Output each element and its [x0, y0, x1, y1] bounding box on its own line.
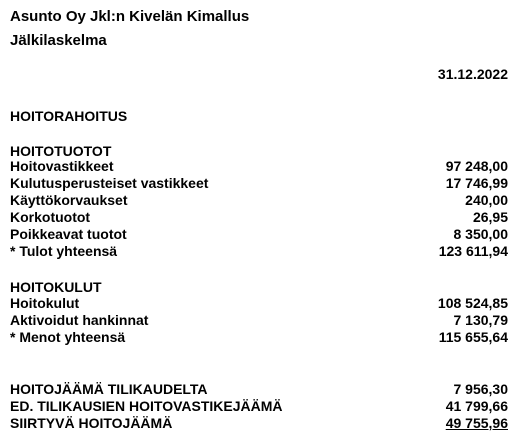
expense-row-hoitokulut: [10, 295, 508, 312]
income-row-poikkeavat: [10, 226, 508, 243]
row-value: 41 799,66: [445, 398, 508, 414]
summary-row-edelliset: [10, 398, 508, 415]
row-label: ED. TILIKAUSIEN HOITOVASTIKEJÄÄMÄ: [10, 398, 283, 414]
row-label: * Menot yhteensä: [10, 329, 126, 345]
row-value: 97 248,00: [445, 158, 508, 174]
income-row-hoitovastikkeet: [10, 158, 508, 175]
report-date: 31.12.2022: [437, 66, 508, 82]
row-value: 8 350,00: [453, 226, 508, 242]
expenses-title: HOITOKULUT: [10, 279, 102, 295]
row-label: Hoitovastikkeet: [10, 158, 114, 174]
row-label: HOITOJÄÄMÄ TILIKAUDELTA: [10, 381, 208, 397]
section-title: HOITORAHOITUS: [10, 108, 128, 124]
row-value: 7 130,79: [453, 312, 508, 328]
company-name: Asunto Oy Jkl:n Kivelän Kimallus: [10, 8, 250, 25]
row-value: 26,95: [472, 209, 508, 225]
row-label: Poikkeavat tuotot: [10, 226, 127, 242]
income-row-kulutusperusteiset: [10, 175, 508, 192]
row-value: 17 746,99: [445, 175, 508, 191]
expense-row-aktivoidut: [10, 312, 508, 329]
row-value: 49 755,96: [445, 415, 508, 431]
row-value: 123 611,94: [438, 243, 508, 259]
summary-row-siirtyva: [10, 415, 508, 432]
row-label: Aktivoidut hankinnat: [10, 312, 149, 328]
row-value: 108 524,85: [437, 295, 508, 311]
report-title: Jälkilaskelma: [10, 32, 107, 49]
row-value: 240,00: [465, 192, 508, 208]
row-label: Hoitokulut: [10, 295, 80, 311]
income-title: HOITOTUOTOT: [10, 143, 112, 159]
expense-total-row: [10, 329, 508, 346]
income-row-korkotuotot: [10, 209, 508, 226]
row-label: * Tulot yhteensä: [10, 243, 118, 259]
row-value: 7 956,30: [453, 381, 508, 397]
row-label: Korkotuotot: [10, 209, 91, 225]
row-label: SIIRTYVÄ HOITOJÄÄMÄ: [10, 415, 173, 431]
row-value: 115 655,64: [438, 329, 508, 345]
income-total-row: [10, 243, 508, 260]
income-row-kayttokorvaukset: [10, 192, 508, 209]
summary-row-tilikaudelta: [10, 381, 508, 398]
row-label: Käyttökorvaukset: [10, 192, 128, 208]
row-label: Kulutusperusteiset vastikkeet: [10, 175, 209, 191]
